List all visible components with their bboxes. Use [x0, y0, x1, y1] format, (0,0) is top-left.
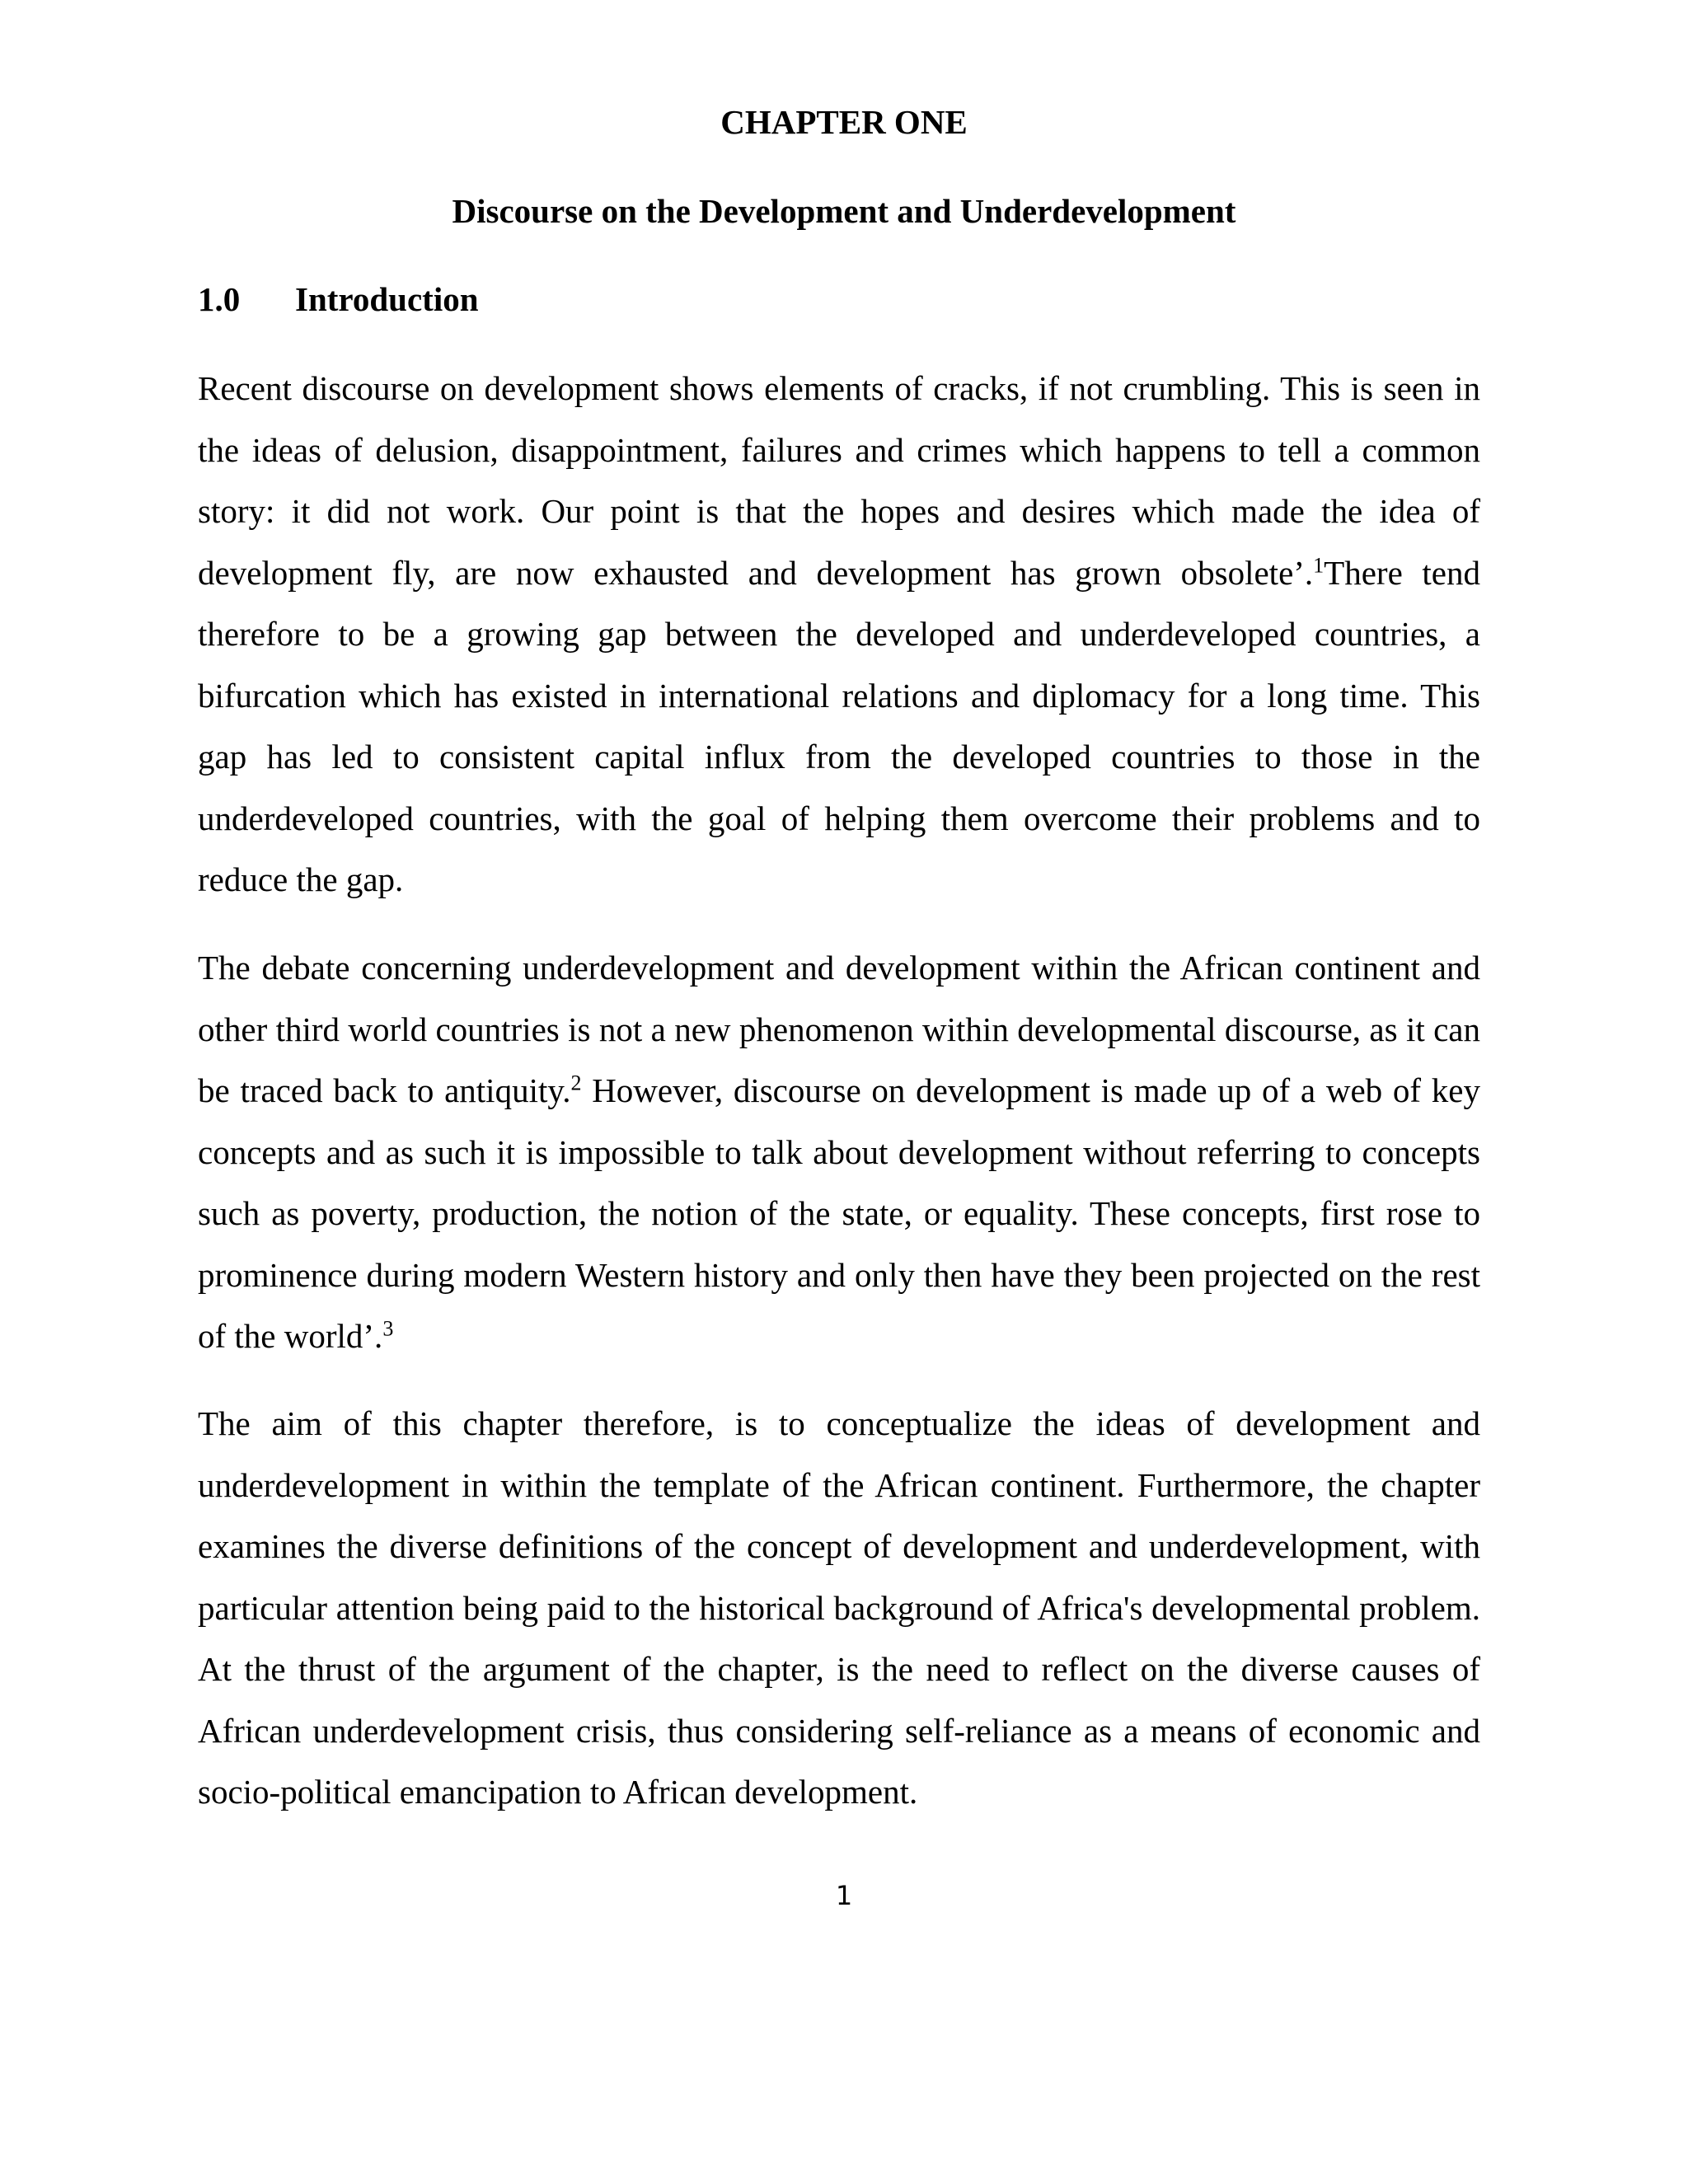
paragraph-2 [198, 937, 1480, 1367]
paragraph-1 [198, 358, 1480, 911]
section-title: Introduction [295, 280, 479, 318]
footnote-ref-2: 2 [570, 1071, 582, 1095]
footnote-ref-1: 1 [1313, 552, 1325, 577]
paragraph-1-text-b: There tend therefore to be a growing gap between the developed and underdeveloped countries, a bifurcation which has existed in international relations and diplomacy for a long time. This gap has led to consistent capital influx from the developed countries to those in the underdeveloped countries, with the goal of helping them overcome their problems and to reduce the gap. [198, 553, 1480, 898]
page-number: 1 [835, 1880, 853, 1911]
section-number: 1.0 [198, 280, 241, 318]
section-heading [198, 274, 479, 324]
paragraph-2-text-a: The debate concerning underdevelopment and development within the African continent and other third world countries is not a new phenomenon within developmental discourse, as it can be traced back to antiquity. [198, 949, 1480, 1109]
footnote-ref-3: 3 [382, 1316, 394, 1341]
paragraph-1-text-a: Recent discourse on development shows elements of cracks, if not crumbling. This is seen in the ideas of delusion, disappointment, failures and crimes which happens to tell a common story: it did not work. Our point is that the hopes and desires which made the idea of development fly, are now exhausted and development has grown obsolete’. [198, 369, 1480, 592]
paragraph-3: The aim of this chapter therefore, is to conceptualize the ideas of development and underdevelopment in within the template of the African continent. Furthermore, the chapter examines the diverse definitions of the concept of development and underdevelopment, with particular attention being paid to the historical background of Africa's developmental problem. At the thrust of the argument of the chapter, is the need to reflect on the diverse causes of African underdevelopment crisis, thus considering self-reliance as a means of economic and socio-political emancipation to African development. [198, 1404, 1480, 1811]
paragraph-2-text-b: However, discourse on development is made up of a web of key concepts and as such it is impossible to talk about development without referring to concepts such as poverty, production, the notion of the state, or equality. These concepts, first rose to prominence during modern Western history and only then have they been projected on the rest of the world’. [198, 1071, 1480, 1355]
chapter-subtitle: Discourse on the Development and Underdevelopment [452, 192, 1236, 230]
chapter-title: CHAPTER ONE [720, 103, 968, 141]
